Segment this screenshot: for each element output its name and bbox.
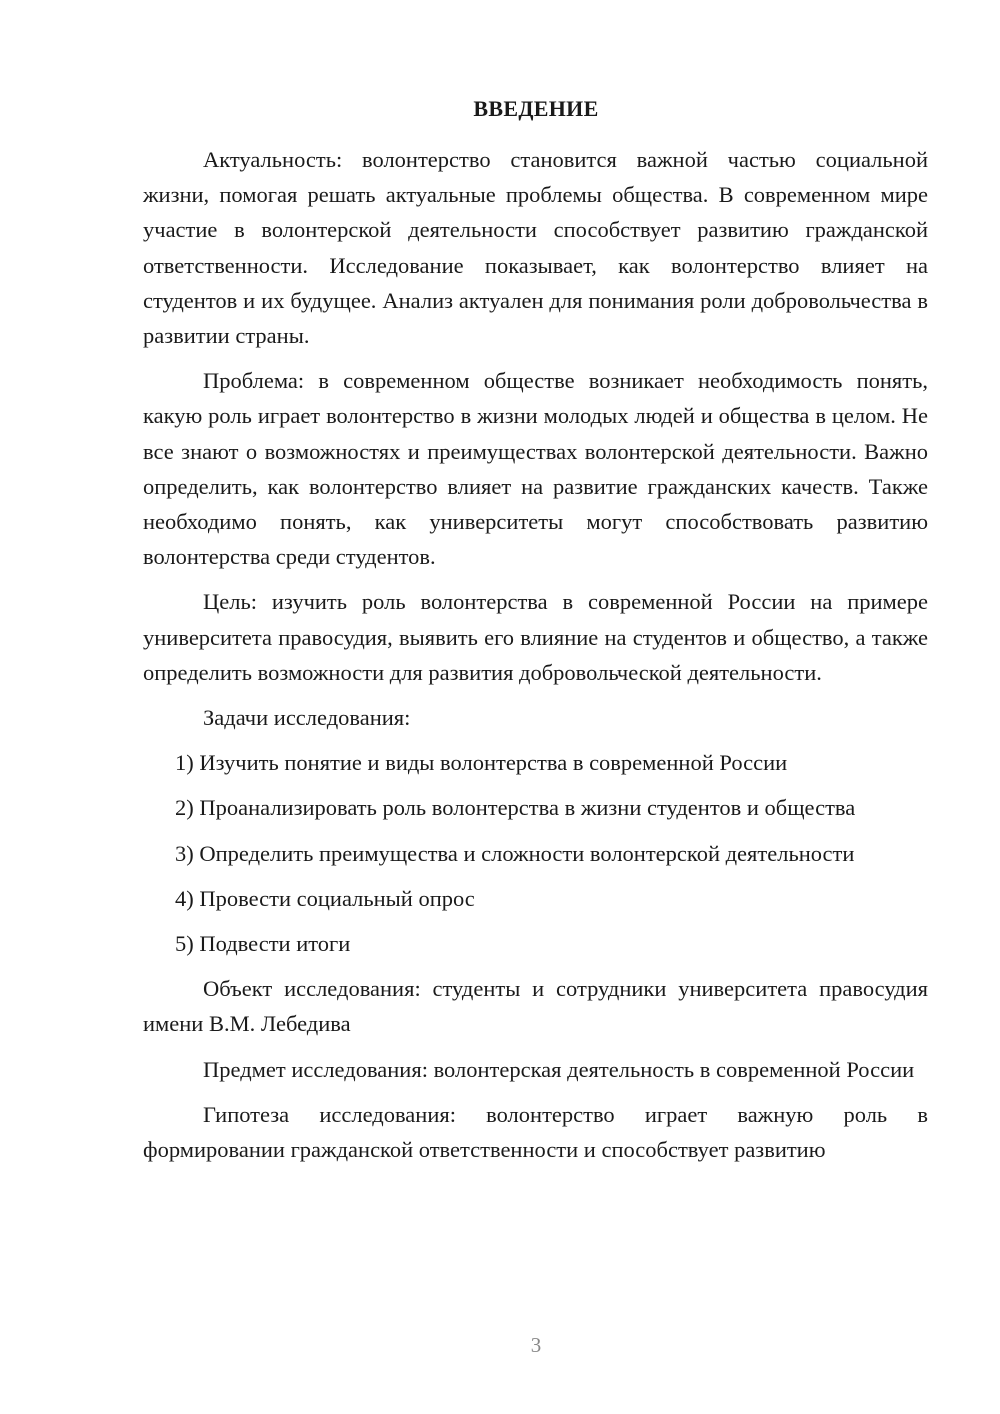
paragraph-subject: Предмет исследования: волонтерская деятельность в современной России bbox=[203, 1056, 915, 1082]
task-item-2: 2) Проанализировать роль волонтерства в жизни студентов и общества bbox=[175, 795, 856, 821]
document-body bbox=[143, 142, 928, 1167]
paragraph-object: Объект исследования: студенты и сотрудники университета правосудия имени В.М. Лебедива bbox=[143, 976, 928, 1037]
task-item-3: 3) Определить преимущества и сложности волонтерской деятельности bbox=[175, 840, 855, 866]
task-item-4: 4) Провести социальный опрос bbox=[175, 885, 475, 911]
paragraph-problem: Проблема: в современном обществе возникает необходимость понять, какую роль играет волонтерство в жизни молодых людей и общества в целом. Не все знают о возможностях и преимуществах волонтерской деятельности. Важно определить, как волонтерство влияет на развитие гражданских качеств. Также необходимо понять, как университеты могут способствовать развитию волонтерства среди студентов. bbox=[143, 368, 928, 570]
section-title: ВВЕДЕНИЕ bbox=[473, 96, 599, 121]
paragraph-hypothesis: Гипотеза исследования: волонтерство играет важную роль в формировании гражданской ответственности и способствует развитию bbox=[143, 1101, 928, 1163]
task-item-5: 5) Подвести итоги bbox=[175, 931, 351, 957]
page-number: 3 bbox=[530, 1333, 542, 1357]
paragraph-relevance: Актуальность: волонтерство становится важной частью социальной жизни, помогая решать актуальные проблемы общества. В современном мире участие в волонтерской деятельности способствует развитию гражданской ответственности. Исследование показывает, как волонтерство влияет на студентов и их будущее. Анализ актуален для понимания роли добровольчества в развитии страны. bbox=[143, 147, 928, 349]
paragraph-goal: Цель: изучить роль волонтерства в современной России на примере университета правосудия, выявить его влияние на студентов и общество, а также определить возможности для развития добровольческой деятельности. bbox=[143, 589, 928, 685]
task-item-1: 1) Изучить понятие и виды волонтерства в современной России bbox=[175, 750, 788, 776]
tasks-heading: Задачи исследования: bbox=[203, 705, 411, 731]
